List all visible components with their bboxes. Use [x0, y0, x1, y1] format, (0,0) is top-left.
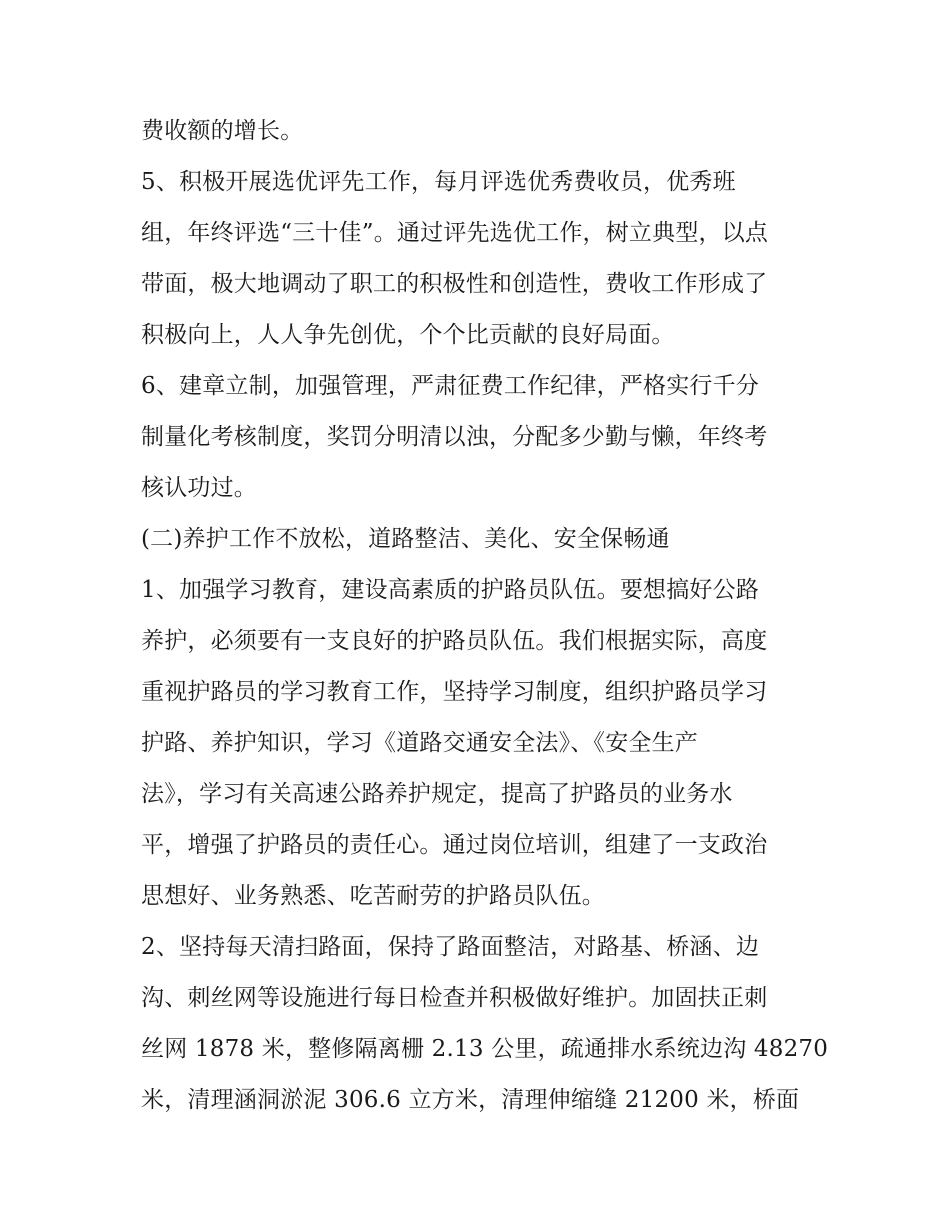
- text-line: 重视护路员的学习教育工作，坚持学习制度，组织护路员学习: [141, 679, 768, 705]
- text-line: 法》，学习有关高速公路养护规定，提高了护路员的业务水: [141, 781, 733, 807]
- section-heading: (二)养护工作不放松，道路整洁、美化、安全保畅通: [141, 526, 670, 552]
- text-line: 平，增强了护路员的责任心。通过岗位培训，组建了一支政治: [141, 832, 768, 858]
- text-line: 带面，极大地调动了职工的积极性和创造性，费收工作形成了: [141, 271, 768, 297]
- text-line: 1、加强学习教育，建设高素质的护路员队伍。要想搞好公路: [141, 577, 760, 603]
- text-line: 沟、刺丝网等设施进行每日检查并积极做好维护。加固扶正刺: [141, 985, 768, 1011]
- text-line: 制量化考核制度，奖罚分明清以浊，分配多少勤与懒，年终考: [141, 424, 768, 450]
- text-line: 组，年终评选“三十佳”。通过评先选优工作，树立典型，以点: [141, 220, 769, 246]
- text-line: 米，清理涵洞淤泥 306.6 立方米，清理伸缩缝 21200 米，桥面: [141, 1087, 800, 1113]
- text-line: 6、建章立制，加强管理，严肃征费工作纪律，严格实行千分: [141, 373, 760, 399]
- text-line: 养护，必须要有一支良好的护路员队伍。我们根据实际，高度: [141, 628, 768, 654]
- text-line: 费收额的增长。: [141, 118, 304, 144]
- text-line: 核认功过。: [141, 475, 257, 501]
- text-line: 护路、养护知识，学习《道路交通安全法》、《安全生产: [141, 730, 698, 756]
- text-line: 2、坚持每天清扫路面，保持了路面整洁，对路基、桥涵、边: [141, 934, 760, 960]
- text-line: 5、积极开展选优评先工作，每月评选优秀费收员，优秀班: [141, 169, 736, 195]
- body-text: [141, 109, 829, 1129]
- text-line: 积极向上，人人争先创优，个个比贡献的良好局面。: [141, 322, 675, 348]
- text-line: 丝网 1878 米，整修隔离栅 2.13 公里，疏通排水系统边沟 48270: [141, 1036, 829, 1062]
- text-line: 思想好、业务熟悉、吃苦耐劳的护路员队伍。: [141, 883, 605, 909]
